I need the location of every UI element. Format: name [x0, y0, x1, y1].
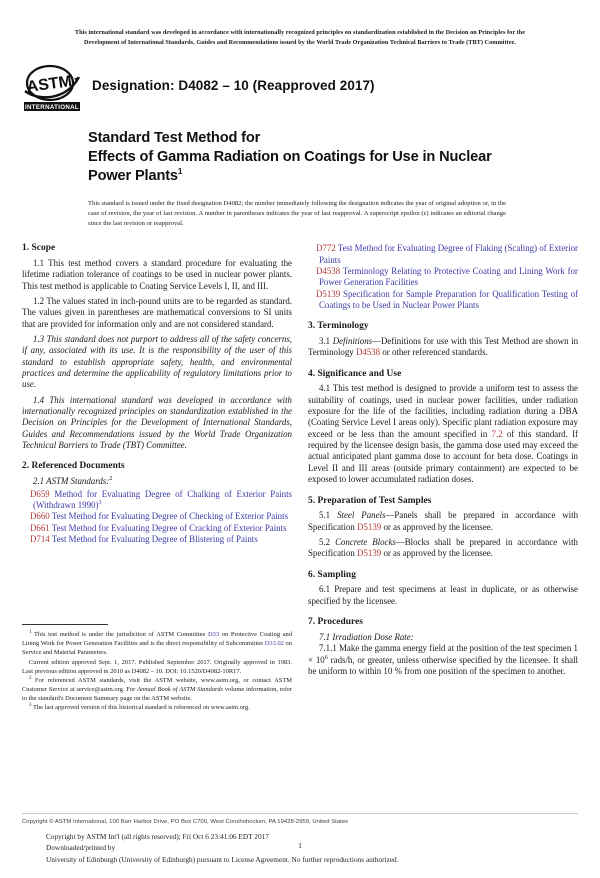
reference-title[interactable]: Specification for Sample Preparation for Qualification Testing of Coatings to be Used in Nuclear Power Plants — [319, 288, 578, 310]
body-columns — [22, 243, 578, 783]
footnote-3 — [22, 703, 292, 712]
astm-logo-icon — [22, 61, 82, 113]
footnote-1-marker: 1 — [29, 630, 32, 636]
steel-panels-italic: Steel Panels — [337, 510, 386, 521]
preparation-text-2c: or as approved by the licensee. — [381, 548, 493, 559]
tbt-banner-line-1: This international standard was developed in accordance with internationally recognized principles on standardization established in the Decision on Principles for the — [74, 29, 526, 36]
title-line-3 — [88, 167, 578, 186]
left-column — [22, 243, 292, 783]
page-footer — [0, 813, 600, 866]
exponent-six: 6 — [324, 653, 328, 661]
irradiation-dose-rate-label: 7.1 Irradiation Dose Rate: — [319, 631, 414, 642]
issued-under-note: This standard is issued under the fixed designation D4082; the number immediately following the designation indicates the year of original adoption or, in the case of revision, the year of last revision. A number in parentheses indicates the year of last reapproval. A superscript epsilon (ε) indicates an editorial change since the last revision or reapproval. — [88, 200, 506, 228]
footnote-1 — [22, 630, 292, 657]
document-page — [0, 28, 600, 878]
section-heading-terminology: 3. Terminology — [308, 321, 369, 332]
preparation-text-1b: —Panels shall be prepared in accordance with Specification — [308, 510, 579, 532]
title-footnote-marker: 1 — [177, 167, 183, 177]
terminology-text-b: —Definitions for use with this Test Method are shown in Terminology — [308, 335, 579, 358]
reference-title[interactable]: Test Method for Evaluating Degree of Cracking of Exterior Paints — [51, 522, 287, 533]
tbt-banner-line-2: Development of International Standards, Guides and Recommendations issued by the World Trade Organization Technical Barriers to Trade (TBT) Committee. — [84, 38, 516, 46]
concrete-blocks-italic: Concrete Blocks — [335, 536, 396, 547]
reference-title[interactable]: Test Method for Evaluating Degree of Flaking (Scaling) of Exterior Paints — [319, 243, 578, 265]
significance-text-a: 4.1 This test method is designed to provide a uniform test to assess the suitability of coatings, used in nuclear power facilities, under radiation exposure for the life of the facilities, including radiation during a DBA (Coating Service Level I areas only). Specific plant radiation exposure may exceed or be less than the amount specified in — [308, 383, 578, 439]
reference-code[interactable]: D4538 — [316, 265, 341, 276]
footnote-1-text-c: on Service and Material Parameters. — [22, 640, 292, 657]
procedures-paragraph-7-1 — [308, 632, 578, 643]
title-line-1: Standard Test Method for — [88, 130, 261, 147]
section-heading-significance: 4. Significance and Use — [308, 368, 402, 379]
procedures-text-a: 7.1.1 Make the gamma energy field at the position of the test specimen 1 × 10 — [308, 643, 578, 665]
subcommittee-link-d3302[interactable]: D33.02 — [264, 640, 284, 648]
procedures-text-b: rads/h, or greater, unless otherwise specified by the licensee. It shall be uniform to within 10 % from one position of the specimen to another. — [308, 654, 579, 676]
footnote-2-text-b: volume information, refer to the standard's Document Summary page on the ASTM website. — [22, 686, 292, 703]
preparation-paragraph-5-1 — [308, 510, 578, 533]
copyright-bar: Copyright © ASTM International, 100 Barr Harbor Drive, PO Box C700, West Conshohocken, PA 19428-2959, United States — [22, 813, 578, 825]
reference-code[interactable]: D5139 — [316, 288, 341, 299]
reference-title[interactable]: Method for Evaluating Degree of Chalking of Exterior Paints (Withdrawn 1990) — [33, 488, 292, 510]
terminology-text-c: or other referenced standards. — [380, 347, 488, 358]
page-title — [22, 129, 578, 186]
scope-paragraph-1-1: 1.1 This test method covers a standard procedure for evaluating the lifetime radiation tolerance of coatings to be used in nuclear power plants. This test method is applicable to Coating Service Levels I, II, and III. — [22, 257, 292, 291]
referenced-documents-list-right — [308, 243, 578, 311]
reference-entry[interactable] — [22, 523, 292, 534]
reference-entry[interactable] — [22, 534, 292, 545]
footnote-2-marker: 2 — [29, 675, 32, 681]
preparation-num-2: 5.2 — [319, 536, 336, 547]
footnote-1-text-b: on Protective Coating and Lining Work for Power Generation Facilities and is the direct responsibility of Subcommittee — [22, 631, 292, 648]
svg-text:ASTM: ASTM — [25, 73, 74, 97]
footnote-1-text-a: This test method is under the jurisdiction of ASTM Committee — [31, 631, 209, 639]
reference-code[interactable]: D661 — [30, 522, 50, 533]
cross-reference-d5139-a[interactable]: D5139 — [357, 521, 382, 532]
tbt-banner — [22, 28, 578, 47]
astm-standards-footnote-marker: 2 — [109, 475, 113, 483]
reference-title[interactable]: Test Method for Evaluating Degree of Checking of Exterior Paints — [51, 511, 289, 522]
footnote-2-italic: Annual Book of ASTM Standards — [137, 686, 224, 694]
astm-standards-subheading-text: 2.1 ASTM Standards: — [33, 476, 110, 487]
reference-entry[interactable] — [308, 266, 578, 289]
cross-reference-d5139-b[interactable]: D5139 — [357, 548, 382, 559]
footnotes-block — [22, 624, 292, 712]
page-number: 1 — [298, 841, 302, 850]
procedures-paragraph-7-1-1 — [308, 643, 578, 677]
significance-text-b: of this standard. If required by the licensee design basis, the gamma dose used may exceed the actual anticipated plant gamma dose to account for beta dose. Coatings in Level II and III areas (outside primary containment) are expected to be exposed to lower accumulated radiation doses. — [308, 428, 578, 485]
reference-entry[interactable] — [22, 489, 292, 512]
sampling-paragraph-6-1: 6.1 Prepare and test specimens at least in duplicate, or as otherwise specified by the licensee. — [308, 584, 578, 606]
reference-entry[interactable] — [22, 511, 292, 522]
title-line-2: Effects of Gamma Radiation on Coatings for Use in Nuclear — [88, 149, 492, 166]
footnote-2-text-a: For referenced ASTM standards, visit the ASTM website, www.astm.org, or contact ASTM Customer Service at service@astm.org. For — [22, 676, 292, 694]
terminology-num: 3.1 — [319, 335, 333, 346]
section-heading-scope: 1. Scope — [22, 243, 56, 254]
reference-code[interactable]: D659 — [30, 488, 50, 499]
referenced-documents-list-left — [22, 489, 292, 546]
preparation-num-1: 5.1 — [319, 510, 338, 521]
reference-code[interactable]: D714 — [30, 533, 50, 544]
scope-paragraph-1-3: 1.3 This standard does not purport to address all of the safety concerns, if any, associated with its use. It is the responsibility of the user of this standard to establish appropriate safety, health, and environmental practices and determine the applicability of regulatory limitations prior to use. — [22, 333, 292, 390]
footnote-divider — [22, 624, 108, 625]
license-line-1: Copyright by ASTM Int'l (all rights reserved); Fri Oct 6 23:41:06 EDT 2017 — [46, 831, 269, 841]
reference-title[interactable]: Test Method for Evaluating Degree of Blistering of Paints — [51, 533, 258, 544]
reference-code[interactable]: D772 — [316, 243, 336, 254]
reference-code[interactable]: D660 — [30, 511, 50, 522]
license-line-3: University of Edinburgh (University of Edinburgh) pursuant to License Agreement. No further reproductions authorized. — [46, 855, 399, 865]
cross-reference-d4538[interactable]: D4538 — [355, 347, 381, 358]
designation-label: Designation: D4082 – 10 (Reapproved 2017) — [92, 78, 375, 94]
reference-entry[interactable] — [308, 289, 578, 312]
footnote-1-edition: Current edition approved Sept. 1, 2017. Published September 2017. Originally approved in 1983. Last previous edition approved in 2010 as D4082 – 10. DOI: 10.1520/D4082-10R17. — [22, 658, 292, 675]
license-line-2: Downloaded/printed by — [46, 843, 116, 853]
significance-paragraph-4-1 — [308, 383, 578, 485]
scope-paragraph-1-2: 1.2 The values stated in inch-pound units are to be regarded as standard. The values given in parentheses are mathematical conversions to SI units that are provided for information only and are not considered standard. — [22, 295, 292, 329]
preparation-text-1c: or as approved by the licensee. — [381, 521, 493, 532]
preparation-text-2b: —Blocks shall be prepared in accordance with Specification — [308, 536, 578, 559]
astm-standards-subheading — [22, 476, 292, 487]
terminology-paragraph-3-1 — [308, 336, 578, 359]
reference-footnote-marker: 3 — [98, 499, 102, 506]
right-column — [308, 243, 578, 681]
title-line-3-text: Power Plants — [88, 168, 178, 185]
scope-paragraph-1-4: 1.4 This international standard was developed in accordance with internationally recognized principles on standardization established in the Decision on Principles for the Development of International Standards, Guides and Recommendations issued by the World Trade Organization Technical Barriers to Trade (TBT) Committee. — [22, 394, 292, 451]
section-heading-sampling: 6. Sampling — [308, 569, 356, 580]
cross-reference-7-2[interactable]: 7.2 — [491, 428, 503, 439]
terminology-italic: Definitions — [332, 335, 373, 346]
preparation-paragraph-5-2 — [308, 537, 578, 560]
reference-entry[interactable] — [308, 243, 578, 266]
reference-title[interactable]: Terminology Relating to Protective Coating and Lining Work for Power Generation Facilities — [319, 265, 578, 288]
footnote-2 — [22, 676, 292, 703]
section-heading-procedures: 7. Procedures — [308, 617, 363, 628]
section-heading-preparation: 5. Preparation of Test Samples — [308, 495, 432, 506]
committee-link-d33[interactable]: D33 — [208, 631, 220, 639]
footnote-3-text: The last approved version of this historical standard is referenced on www.astm.org. — [31, 704, 250, 712]
designation-header — [22, 61, 578, 113]
section-heading-referenced-documents: 2. Referenced Documents — [22, 461, 125, 472]
svg-text:INTERNATIONAL: INTERNATIONAL — [25, 104, 79, 112]
footnote-3-marker: 3 — [29, 703, 32, 709]
